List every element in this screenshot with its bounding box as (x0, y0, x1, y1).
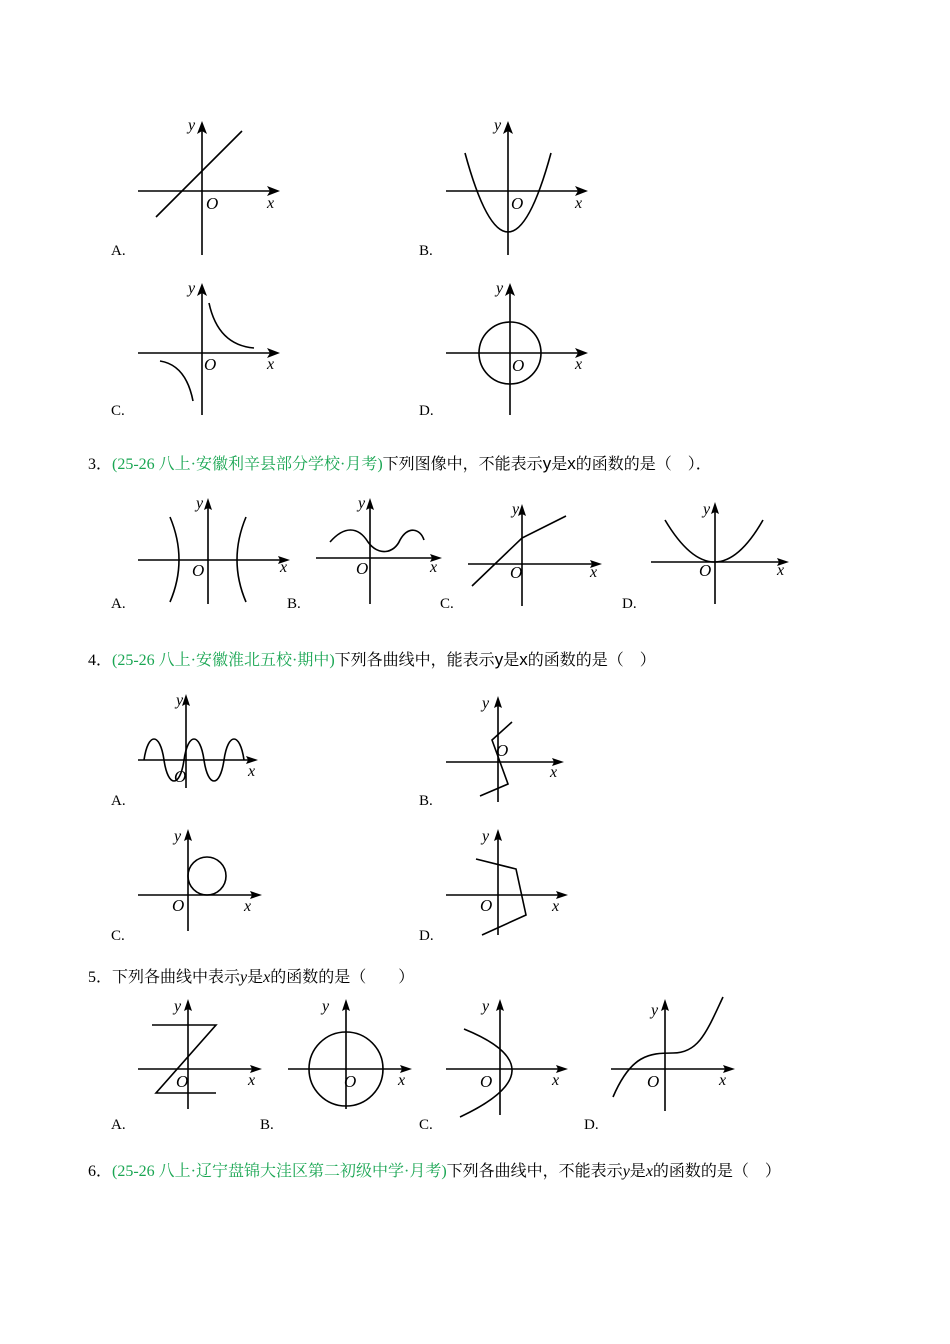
svg-text:y: y (651, 1002, 659, 1019)
svg-text:y: y (496, 280, 504, 297)
graph-q5-c (438, 993, 578, 1118)
svg-text:x: x (590, 564, 598, 581)
svg-text:x: x (575, 356, 583, 373)
svg-text:O: O (511, 194, 524, 213)
graph-q4-a (132, 688, 267, 793)
svg-text:O: O (699, 561, 712, 580)
option-label-d: D. (419, 928, 434, 944)
option-label-c: C. (111, 928, 125, 944)
svg-text:x: x (280, 559, 288, 576)
option-label-c: C. (419, 1117, 433, 1133)
graph-q4-c (132, 823, 272, 933)
svg-text:y: y (358, 495, 366, 512)
question-6: 6．(25-26 八上·辽宁盘锦大洼区第二初级中学·月考)下列各曲线中，不能表示y是x的函数的是（ ） (88, 1163, 781, 1180)
svg-text:O: O (204, 355, 217, 374)
question-source: (25-26 八上·安徽淮北五校·期中) (112, 652, 335, 669)
svg-text:y: y (494, 117, 502, 134)
graph-q3-d (645, 496, 795, 606)
question-3: 3．(25-26 八上·安徽利辛县部分学校·月考)下列图像中，不能表示y是x的函数的是（ ）． (88, 454, 712, 473)
option-label-d: D. (584, 1117, 599, 1133)
graph-q5-d (603, 993, 748, 1113)
option-label-a: A. (111, 1117, 126, 1133)
svg-text:y: y (322, 998, 330, 1015)
svg-text:x: x (267, 356, 275, 373)
graph-q5-b (282, 993, 422, 1113)
svg-text:y: y (512, 501, 520, 518)
option-label-a: A. (111, 243, 126, 259)
svg-text:O: O (192, 561, 205, 580)
svg-text:O: O (510, 563, 523, 582)
svg-text:O: O (647, 1072, 660, 1091)
svg-text:O: O (172, 896, 185, 915)
question-source: (25-26 八上·辽宁盘锦大洼区第二初级中学·月考) (112, 1163, 447, 1180)
svg-text:y: y (188, 117, 196, 134)
graph-q2-c (130, 277, 290, 417)
svg-text:y: y (174, 828, 182, 845)
svg-text:x: x (550, 764, 558, 781)
svg-text:O: O (480, 896, 493, 915)
graph-q2-a (130, 115, 290, 260)
svg-text:y: y (482, 828, 490, 845)
option-label-a: A. (111, 596, 126, 612)
question-source: (25-26 八上·安徽利辛县部分学校·月考) (112, 456, 383, 473)
svg-text:O: O (512, 356, 525, 375)
svg-text:y: y (188, 280, 196, 297)
option-label-d: D. (419, 403, 434, 419)
svg-text:O: O (496, 741, 509, 760)
svg-text:O: O (480, 1072, 493, 1091)
graph-q5-a (132, 993, 272, 1113)
svg-text:O: O (176, 1072, 189, 1091)
option-label-b: B. (419, 793, 433, 809)
option-label-b: B. (260, 1117, 274, 1133)
svg-text:y: y (482, 695, 490, 712)
svg-text:x: x (248, 1072, 256, 1089)
question-4: 4．(25-26 八上·安徽淮北五校·期中)下列各曲线中，能表示y是x的函数的是（ ） (88, 650, 656, 669)
option-label-c: C. (111, 403, 125, 419)
option-label-d: D. (622, 596, 637, 612)
option-label-b: B. (419, 243, 433, 259)
question-5: 5．下列各曲线中表示y是x的函数的是（ ） (88, 969, 415, 986)
option-label-a: A. (111, 793, 126, 809)
graph-q3-a (132, 492, 297, 607)
svg-text:O: O (206, 194, 219, 213)
svg-text:x: x (398, 1072, 406, 1089)
svg-text:y: y (196, 495, 204, 512)
graph-q4-d (438, 823, 578, 938)
svg-text:x: x (777, 562, 785, 579)
option-label-c: C. (440, 596, 454, 612)
svg-text:O: O (356, 559, 369, 578)
svg-text:x: x (248, 763, 256, 780)
svg-text:y: y (174, 998, 182, 1015)
svg-text:O: O (174, 767, 187, 786)
svg-text:y: y (703, 501, 711, 518)
svg-text:y: y (482, 998, 490, 1015)
graph-q2-b (438, 115, 598, 260)
svg-text:x: x (430, 559, 438, 576)
option-label-b: B. (287, 596, 301, 612)
svg-text:y: y (176, 692, 184, 709)
svg-text:x: x (552, 1072, 560, 1089)
svg-text:x: x (575, 195, 583, 212)
svg-text:x: x (267, 195, 275, 212)
svg-text:O: O (344, 1072, 357, 1091)
graph-q3-b (308, 492, 448, 607)
svg-text:x: x (719, 1072, 727, 1089)
svg-text:x: x (552, 898, 560, 915)
svg-text:x: x (244, 898, 252, 915)
graph-q2-d (438, 277, 598, 417)
graph-q3-c (462, 498, 610, 608)
graph-q4-b (438, 690, 573, 805)
